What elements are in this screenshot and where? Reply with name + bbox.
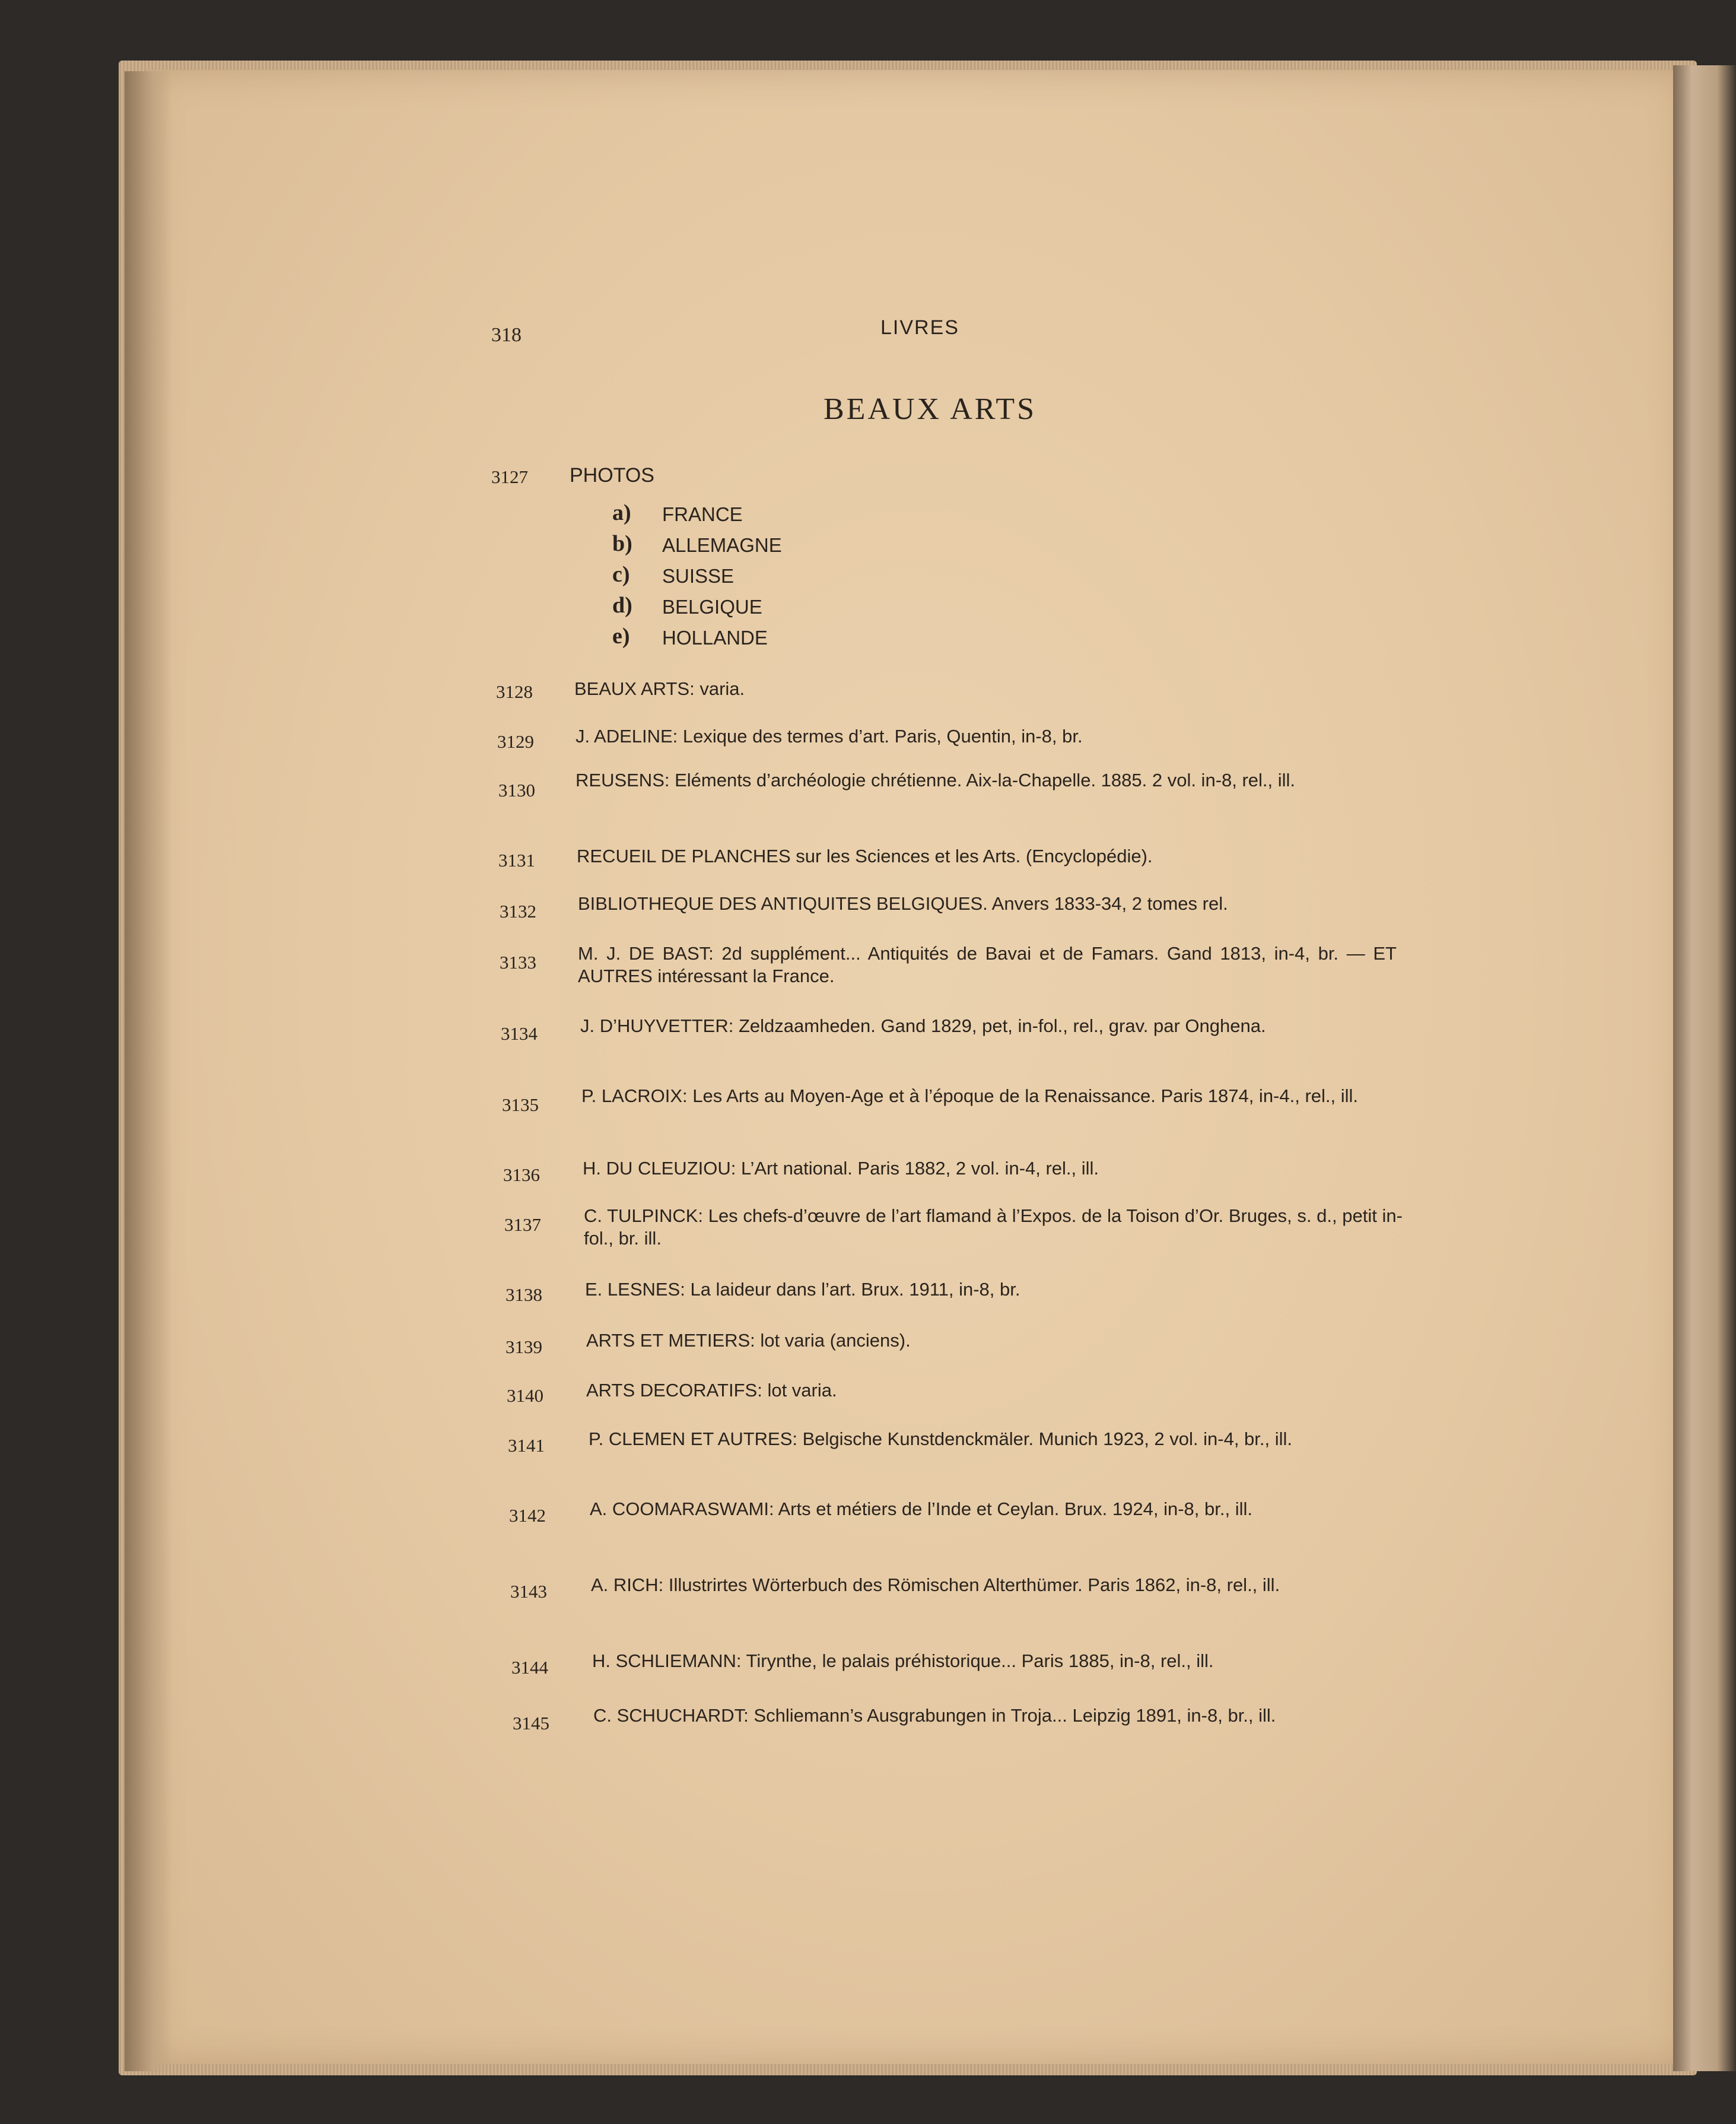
entry-text: ARTS ET METIERS: lot varia (anciens). — [586, 1330, 911, 1351]
entry-number: 3139 — [505, 1336, 542, 1357]
entry-text: P. LACROIX: Les Arts au Moyen-Age et à l’époque de la Renaissance. Paris 1874, in-4., rel., ill. — [581, 1085, 1359, 1106]
entry-number: 3145 — [513, 1713, 549, 1734]
entry-text: C. TULPINCK: Les chefs-d’œuvre de l’art flamand à l’Expos. de la Toison d’Or. Bruges, s. d., petit in-fol., br. ill. — [584, 1205, 1403, 1249]
entry-number: 3130 — [498, 780, 535, 801]
entry-text: RECUEIL DE PLANCHES sur les Sciences et les Arts. (Encyclopédie). — [577, 846, 1153, 866]
sub-item-letter: c) — [612, 562, 630, 587]
entry-text: J. ADELINE: Lexique des termes d’art. Paris, Quentin, in-8, br. — [576, 726, 1083, 747]
running-header: LIVRES — [880, 316, 959, 339]
entry-number: 3143 — [510, 1581, 547, 1602]
sub-item-letter: b) — [612, 531, 632, 556]
entry-number: 3128 — [496, 681, 533, 702]
entry-text: ARTS DECORATIFS: lot varia. — [586, 1380, 837, 1401]
sub-item-letter: d) — [612, 593, 632, 618]
entry-number: 3131 — [498, 850, 535, 871]
entry-text: C. SCHUCHARDT: Schliemann’s Ausgrabungen in Troja... Leipzig 1891, in-8, br., ill. — [593, 1705, 1276, 1726]
spine-shadow — [125, 71, 172, 2071]
entry-number: 3141 — [508, 1435, 545, 1456]
entry-text: J. D’HUYVETTER: Zeldzaamheden. Gand 1829, pet, in-fol., rel., grav. par Onghena. — [580, 1015, 1266, 1036]
entry-text: H. SCHLIEMANN: Tirynthe, le palais préhistorique... Paris 1885, in-8, rel., ill. — [592, 1650, 1214, 1671]
entry-text: REUSENS: Eléments d’archéologie chrétienne. Aix-la-Chapelle. 1885. 2 vol. in-8, rel., ill. — [576, 770, 1296, 790]
photos-label: PHOTOS — [570, 464, 654, 487]
sub-item-name: ALLEMAGNE — [662, 534, 782, 556]
catalog-page — [148, 70, 1685, 2064]
entry-number: 3138 — [505, 1284, 542, 1305]
sub-item-letter: e) — [612, 624, 630, 649]
entry-text: M. J. DE BAST: 2d supplément... Antiquités de Bavai et de Famars. Gand 1813, in-4, br. — ET AUTRES intéressant la France. — [578, 943, 1397, 986]
entry-number: 3144 — [511, 1657, 548, 1678]
sub-item-letter: a) — [612, 500, 631, 525]
entry-text: P. CLEMEN ET AUTRES: Belgische Kunstdenckmäler. Munich 1923, 2 vol. in-4, br., ill. — [589, 1428, 1293, 1449]
entry-number: 3135 — [502, 1094, 539, 1115]
entry-text: E. LESNES: La laideur dans l’art. Brux. 1911, in-8, br. — [585, 1279, 1020, 1300]
sub-item-name: HOLLANDE — [662, 627, 768, 649]
entry-number: 3136 — [503, 1164, 540, 1185]
entry-number: 3129 — [497, 731, 534, 752]
entry-text: BIBLIOTHEQUE DES ANTIQUITES BELGIQUES. Anvers 1833-34, 2 tomes rel. — [578, 893, 1228, 914]
entry-text: BEAUX ARTS: varia. — [574, 678, 745, 699]
entry-number: 3132 — [500, 901, 536, 922]
sub-item-name: FRANCE — [662, 503, 743, 525]
section-title: BEAUX ARTS — [824, 392, 1037, 426]
entry-number: 3140 — [507, 1385, 543, 1406]
entry-text: H. DU CLEUZIOU: L’Art national. Paris 1882, 2 vol. in-4, rel., ill. — [583, 1158, 1099, 1179]
next-page-gutter — [1673, 65, 1736, 2071]
page-number: 318 — [491, 324, 522, 346]
entry-text: A. COOMARASWAMI: Arts et métiers de l’Inde et Ceylan. Brux. 1924, in-8, br., ill. — [590, 1498, 1252, 1519]
entry-number: 3127 — [491, 466, 528, 487]
entry-number: 3142 — [509, 1505, 546, 1526]
sub-item-name: SUISSE — [662, 565, 735, 587]
entry-number: 3137 — [504, 1214, 541, 1235]
sub-item-name: BELGIQUE — [662, 596, 762, 618]
entry-text: A. RICH: Illustrirtes Wörterbuch des Römischen Alterthümer. Paris 1862, in-8, rel., ill. — [591, 1574, 1280, 1595]
entry-number: 3133 — [500, 952, 536, 973]
entry-number: 3134 — [501, 1023, 538, 1044]
